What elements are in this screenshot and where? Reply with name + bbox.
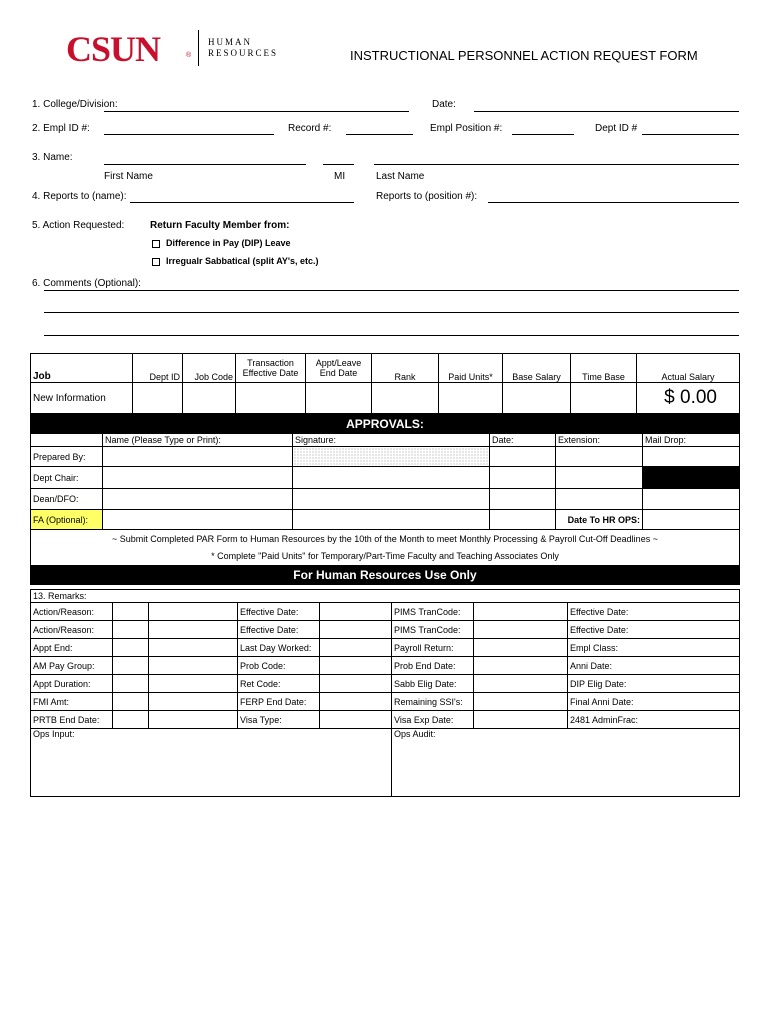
paid-units-header: Paid Units* xyxy=(439,354,503,383)
hr-field-label: PIMS TranCode: xyxy=(392,621,474,639)
hr-field-value[interactable] xyxy=(474,657,568,675)
dean-dfo-date[interactable] xyxy=(490,489,556,510)
logo-dept-line2: RESOURCES xyxy=(208,48,279,58)
first-name-input[interactable] xyxy=(104,164,306,165)
approvals-extension-header: Extension: xyxy=(556,434,643,447)
hr-field-value[interactable] xyxy=(474,711,568,729)
hr-field-label: Effective Date: xyxy=(238,603,320,621)
hr-field-value[interactable] xyxy=(149,675,238,693)
hr-field-value[interactable] xyxy=(113,675,149,693)
hr-field-value[interactable] xyxy=(149,657,238,675)
base-salary-cell[interactable] xyxy=(503,383,571,414)
hr-field-value[interactable] xyxy=(320,711,392,729)
form-title: INSTRUCTIONAL PERSONNEL ACTION REQUEST FORM xyxy=(350,48,698,63)
hr-field-label: Prob Code: xyxy=(238,657,320,675)
remarks-label: 13. Remarks: xyxy=(31,590,740,603)
time-base-cell[interactable] xyxy=(571,383,637,414)
emplid-label: 2. Empl ID #: xyxy=(32,123,90,134)
hr-field-label: Action/Reason: xyxy=(31,621,113,639)
rank-header: Rank xyxy=(372,354,439,383)
hr-field-value[interactable] xyxy=(113,621,149,639)
dept-id-header: Dept ID xyxy=(133,354,183,383)
mi-input[interactable] xyxy=(323,164,354,165)
hr-row xyxy=(31,603,740,621)
hr-field-value[interactable] xyxy=(320,621,392,639)
logo-registered-mark: ® xyxy=(186,52,192,59)
hr-field-value[interactable] xyxy=(320,693,392,711)
dean-dfo-extension[interactable] xyxy=(556,489,643,510)
base-salary-header: Base Salary xyxy=(503,354,571,383)
approvals-signature-header: Signature: xyxy=(293,434,490,447)
hr-field-label: FERP End Date: xyxy=(238,693,320,711)
record-label: Record #: xyxy=(288,123,332,134)
prepared-by-maildrop[interactable] xyxy=(643,447,740,467)
hr-row xyxy=(31,675,740,693)
date-label: Date: xyxy=(432,99,456,110)
dept-chair-signature[interactable] xyxy=(293,467,490,489)
hr-field-label: Last Day Worked: xyxy=(238,639,320,657)
reports-position-label: Reports to (position #): xyxy=(376,191,478,202)
hr-field-value[interactable] xyxy=(320,657,392,675)
hr-field-label: PIMS TranCode: xyxy=(392,603,474,621)
hr-field-label: Empl Class: xyxy=(568,639,740,657)
comments-line-2[interactable] xyxy=(44,312,739,313)
paid-units-cell[interactable] xyxy=(439,383,503,414)
hr-field-label: PRTB End Date: xyxy=(31,711,113,729)
hr-field-value[interactable] xyxy=(474,621,568,639)
hr-field-label: Sabb Elig Date: xyxy=(392,675,474,693)
dept-id-cell[interactable] xyxy=(133,383,183,414)
job-table xyxy=(30,353,740,414)
hr-field-label: Appt Duration: xyxy=(31,675,113,693)
date-input[interactable] xyxy=(474,111,739,112)
checkbox-icon[interactable] xyxy=(152,258,160,266)
hr-field-label: Action/Reason: xyxy=(31,603,113,621)
hr-row xyxy=(31,621,740,639)
hr-field-label: Final Anni Date: xyxy=(568,693,740,711)
hr-field-label: 2481 AdminFrac: xyxy=(568,711,740,729)
hr-field-label: Visa Exp Date: xyxy=(392,711,474,729)
comments-label: 6. Comments (Optional): xyxy=(32,278,141,289)
college-input[interactable] xyxy=(104,111,409,112)
approvals-table xyxy=(30,413,740,585)
dean-dfo-maildrop[interactable] xyxy=(643,489,740,510)
date-to-hr-label: Date To HR OPS: xyxy=(556,510,643,530)
checkbox-icon[interactable] xyxy=(152,240,160,248)
actual-salary-value[interactable]: $ 0.00 xyxy=(637,383,740,414)
dept-chair-date[interactable] xyxy=(490,467,556,489)
time-base-header: Time Base xyxy=(571,354,637,383)
empl-position-input[interactable] xyxy=(512,134,574,135)
empl-position-label: Empl Position #: xyxy=(430,123,503,134)
dean-dfo-label: Dean/DFO: xyxy=(31,489,103,510)
transaction-date-cell[interactable] xyxy=(236,383,306,414)
last-name-input[interactable] xyxy=(374,164,739,165)
first-name-caption: First Name xyxy=(104,171,153,182)
dept-chair-label: Dept Chair: xyxy=(31,467,103,489)
hr-field-label: FMI Amt: xyxy=(31,693,113,711)
fa-name[interactable] xyxy=(103,510,293,530)
action-label: 5. Action Requested: xyxy=(32,220,125,231)
job-code-cell[interactable] xyxy=(183,383,236,414)
record-input[interactable] xyxy=(346,134,413,135)
rank-cell[interactable] xyxy=(372,383,439,414)
hr-field-label: Prob End Date: xyxy=(392,657,474,675)
hr-field-label: Ret Code: xyxy=(238,675,320,693)
dean-dfo-name[interactable] xyxy=(103,489,293,510)
hr-field-label: AM Pay Group: xyxy=(31,657,113,675)
fa-date[interactable] xyxy=(490,510,556,530)
hr-field-value[interactable] xyxy=(149,621,238,639)
hr-field-label: Payroll Return: xyxy=(392,639,474,657)
college-label: 1. College/Division: xyxy=(32,99,118,110)
hr-field-value[interactable] xyxy=(113,639,149,657)
hr-field-value[interactable] xyxy=(320,675,392,693)
dept-chair-maildrop-blocked xyxy=(643,467,740,489)
logo-separator xyxy=(198,30,199,66)
new-information-label: New Information xyxy=(31,383,133,414)
reports-name-label: 4. Reports to (name): xyxy=(32,191,127,202)
hr-field-label: Remaining SSI's: xyxy=(392,693,474,711)
hr-field-value[interactable] xyxy=(474,675,568,693)
paid-units-note: * Complete "Paid Units" for Temporary/Part-Time Faculty and Teaching Associates Only xyxy=(211,550,559,561)
hr-field-value[interactable] xyxy=(149,639,238,657)
fa-optional-label: FA (Optional): xyxy=(31,510,103,530)
name-label: 3. Name: xyxy=(32,152,73,163)
appt-end-header: Appt/Leave End Date xyxy=(306,354,372,383)
option-irregular-sabbatical[interactable] xyxy=(152,256,319,266)
dept-chair-extension[interactable] xyxy=(556,467,643,489)
hr-field-value[interactable] xyxy=(474,693,568,711)
prepared-by-signature xyxy=(293,447,490,467)
hr-field-value[interactable] xyxy=(113,657,149,675)
approvals-date-header: Date: xyxy=(490,434,556,447)
submit-note: ~ Submit Completed PAR Form to Human Resources by the 10th of the Month to meet Monthly Processing & Payroll Cut-Off Deadlines ~ xyxy=(112,533,658,544)
job-header: Job xyxy=(31,354,133,383)
dept-id-input[interactable] xyxy=(642,134,739,135)
hr-field-label: Anni Date: xyxy=(568,657,740,675)
ops-row xyxy=(31,729,740,797)
dept-id-label: Dept ID # xyxy=(595,123,638,134)
logo-dept-line1: HUMAN xyxy=(208,37,253,47)
job-code-header: Job Code xyxy=(183,354,236,383)
option-dip-leave[interactable] xyxy=(152,238,291,248)
approvals-name-header: Name (Please Type or Print): xyxy=(103,434,293,447)
csun-logo: CSUN xyxy=(66,29,161,69)
prepared-by-extension[interactable] xyxy=(556,447,643,467)
ops-audit-cell[interactable]: Ops Audit: xyxy=(392,729,740,797)
hr-use-table xyxy=(30,589,740,797)
comments-line-1[interactable] xyxy=(44,290,739,291)
return-faculty-heading: Return Faculty Member from: xyxy=(150,220,290,231)
hr-field-value[interactable] xyxy=(320,639,392,657)
hr-field-value[interactable] xyxy=(149,711,238,729)
option-dip-label: Difference in Pay (DIP) Leave xyxy=(166,238,291,248)
dean-dfo-signature[interactable] xyxy=(293,489,490,510)
hr-row xyxy=(31,639,740,657)
hr-field-label: DIP Elig Date: xyxy=(568,675,740,693)
hr-field-value[interactable] xyxy=(320,603,392,621)
hr-row xyxy=(31,693,740,711)
hr-field-value[interactable] xyxy=(474,603,568,621)
hr-field-label: Effective Date: xyxy=(568,603,740,621)
hr-row xyxy=(31,657,740,675)
notes-cell xyxy=(31,530,740,566)
mi-caption: MI xyxy=(334,171,346,182)
fa-signature[interactable] xyxy=(293,510,490,530)
emplid-input[interactable] xyxy=(104,134,274,135)
approvals-blank-header xyxy=(31,434,103,447)
hr-use-title: For Human Resources Use Only xyxy=(31,566,740,585)
hr-field-value[interactable] xyxy=(474,639,568,657)
date-to-hr-value[interactable] xyxy=(643,510,740,530)
comments-line-3[interactable] xyxy=(44,335,739,336)
dept-chair-name[interactable] xyxy=(103,467,293,489)
hr-field-label: Effective Date: xyxy=(238,621,320,639)
prepared-by-date[interactable] xyxy=(490,447,556,467)
hr-field-value[interactable] xyxy=(113,603,149,621)
reports-position-input[interactable] xyxy=(488,202,739,203)
hr-field-value[interactable] xyxy=(149,603,238,621)
approvals-maildrop-header: Mail Drop: xyxy=(643,434,740,447)
prepared-by-name[interactable] xyxy=(103,447,293,467)
hr-field-label: Appt End: xyxy=(31,639,113,657)
appt-end-cell[interactable] xyxy=(306,383,372,414)
hr-field-label: Visa Type: xyxy=(238,711,320,729)
reports-name-input[interactable] xyxy=(130,202,354,203)
hr-field-value[interactable] xyxy=(113,693,149,711)
transaction-date-header: Transaction Effective Date xyxy=(236,354,306,383)
hr-field-label: Effective Date: xyxy=(568,621,740,639)
hr-field-value[interactable] xyxy=(149,693,238,711)
prepared-by-label: Prepared By: xyxy=(31,447,103,467)
approvals-title: APPROVALS: xyxy=(31,414,740,434)
actual-salary-header: Actual Salary xyxy=(637,354,740,383)
ops-input-cell[interactable]: Ops Input: xyxy=(31,729,392,797)
hr-row xyxy=(31,711,740,729)
hr-field-value[interactable] xyxy=(113,711,149,729)
option-sabbatical-label: Irregualr Sabbatical (split AY's, etc.) xyxy=(166,256,319,266)
last-name-caption: Last Name xyxy=(376,171,425,182)
